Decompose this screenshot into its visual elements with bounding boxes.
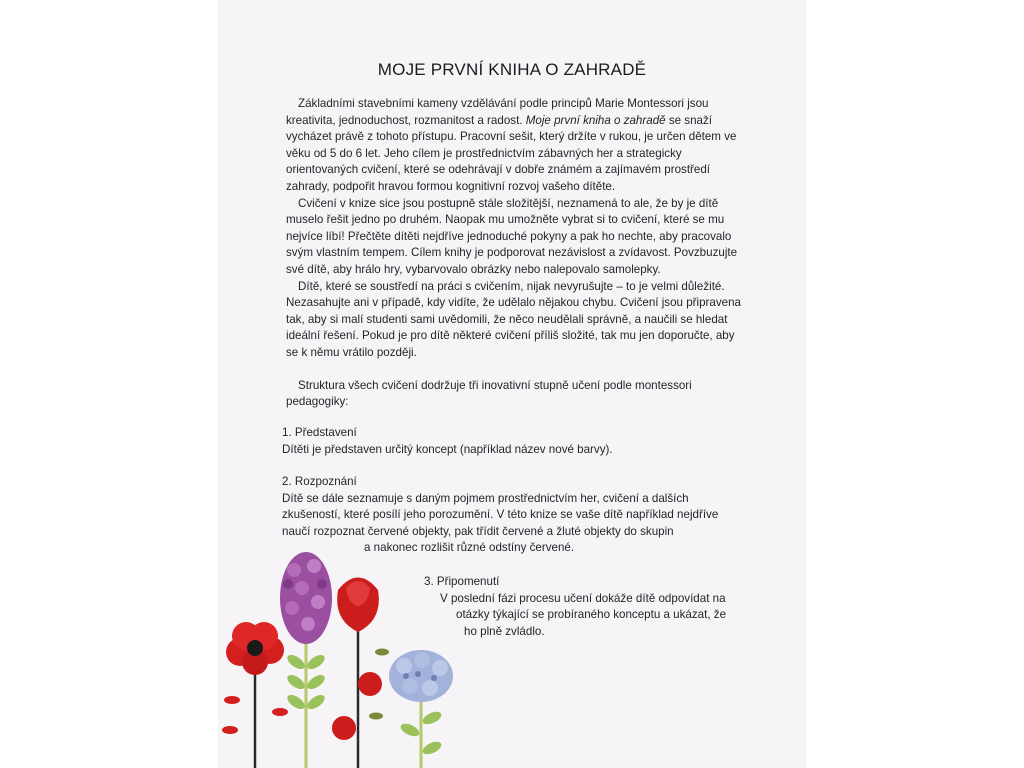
step-line: ho plně zvládlo.: [464, 624, 545, 638]
step-line: Dítěti je představen určitý koncept (například název nové barvy).: [282, 442, 613, 456]
book-title-italic: Moje první kniha o zahradě: [525, 113, 666, 127]
step-line: zkušeností, které posílí jeho porozumění. V této knize se vaše dítě například nejdříve: [282, 508, 719, 522]
step-heading: 3. Připomenutí: [424, 575, 500, 588]
flowers-illustration: [218, 540, 478, 768]
intro-paragraph-2: Cvičení v knize sice jsou postupně stále složitější, neznamená to ale, že by je dítě muselo řešit jedno po druhém. Naopak mu umožněte vybrat si to cvičení, které se mu nejvíce líbí! Přečtěte dítěti nejdříve jednoduché pokyny a pak ho nechte, aby pracovalo svým vlastním tempem. Cílem knihy je podporovat nezávislost a zvídavost. Povzbuzujte své dítě, aby hrálo hry, vybarvovalo obrázky nebo nalepovalo samolepky.: [286, 196, 738, 276]
intro-paragraph-3: Dítě, které se soustředí na práci s cvičením, nijak nevyrušujte – to je velmi důležité. Nezasahujte ani v případě, kdy vidíte, že udělalo nějakou chybu. Cvičení jsou připravena tak, aby si malí studenti sami uvědomili, že něco neudělali správně, a naučili se hledat ideální řešení. Pokud je pro dítě některé cvičení příliš složité, tak mu jen doporučte, aby se k němu vrátilo později.: [286, 279, 742, 359]
rose-flower-icon: [332, 578, 389, 741]
intro-text: [286, 96, 746, 411]
step-line: naučí rozpoznat červené objekty, pak třídit červené a žluté objekty do skupin: [282, 524, 674, 538]
intro-paragraph-1: Základními stavebními kameny vzdělávání podle principů Marie Montessori jsou kreativita, jednoduchost, rozmanitost a radost. Moje první kniha o zahradě se snaží vycházet právě z tohoto přístupu. Pracovní sešit, který držíte v rukou, je určen dětem ve věku od 5 do 6 let. Jeho cílem je prostřednictvím zábavných her a strategicky orientovaných cvičení, které se odehrávají v dobře známém a zajímavém prostředí zahrady, podpořit hravou formou kognitivní rozvoj vašeho dítěte.: [286, 97, 737, 193]
hydrangea-flower-icon: [389, 650, 453, 702]
lilac-flower-icon: [280, 552, 332, 644]
step-line: V poslední fázi procesu učení dokáže dítě odpovídat na: [440, 591, 726, 605]
step-line: otázky týkající se probíraného konceptu a ukázat, že: [456, 608, 727, 622]
page-title: MOJE PRVNÍ KNIHA O ZAHRADĚ: [377, 60, 647, 79]
intro-paragraph-4: Struktura všech cvičení dodržuje tři inovativní stupně učení podle montessori pedagogiky:: [286, 378, 692, 409]
step-1: [282, 425, 613, 458]
step-line: Dítě se dále seznamuje s daným pojmem prostřednictvím her, cvičení a dalších: [282, 491, 689, 505]
step-heading: 2. Rozpoznání: [282, 475, 357, 488]
step-line: a nakonec rozlišit různé odstíny červené.: [364, 541, 575, 555]
step-heading: 1. Představení: [282, 426, 357, 439]
book-page: [218, 0, 806, 768]
